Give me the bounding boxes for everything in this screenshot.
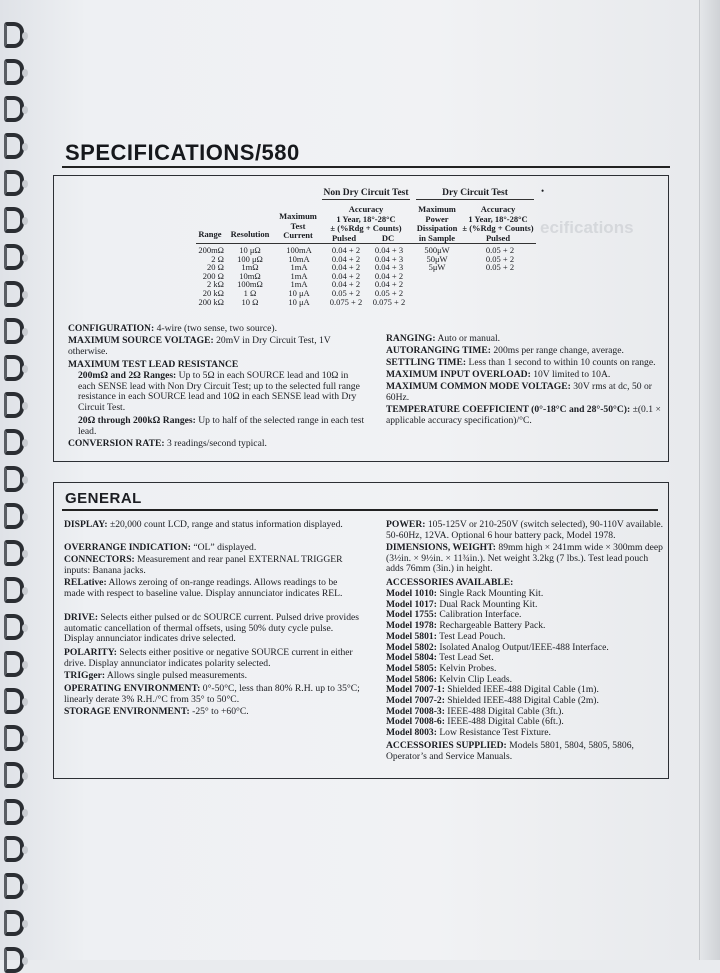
- accessory-model: Model 1755:: [386, 609, 437, 621]
- dry-group-underline: [416, 199, 534, 200]
- drive-spec: DRIVE: Selects either pulsed or dc SOURCE current. Pulsed drive provides automatic cancellation of thermal offsets, using 50% duty cycle pulse. Display annunciator indicates drive selected.: [64, 612, 359, 645]
- lead-resistance-high-ranges: 20Ω through 200kΩ Ranges: Up to half of the selected range in each test lead.: [78, 415, 365, 437]
- cell-dry-accuracy: 0.05 + 2: [485, 245, 515, 255]
- resolution-header: Resolution: [230, 229, 270, 239]
- accuracy-dry-header: Accuracy 1 Year, 18°-28°C ± (%Rdg + Counts) Pulsed: [462, 204, 534, 243]
- cell-dc-accuracy: 0.075 + 2: [372, 296, 406, 307]
- binding-ring: [4, 910, 24, 936]
- non-dry-group-header: Non Dry Circuit Test: [323, 188, 409, 198]
- lead-resistance-low-ranges: 200mΩ and 2Ω Ranges: Up to 5Ω in each SOURCE lead and 10Ω in each SENSE lead with Non Dry Circuit Test; up to the selected full range resistance in each SOURCE lead and 10Ω in each SENSE lead with Dry Circuit Test.: [78, 370, 360, 413]
- cell-max-current: 10 μA: [288, 296, 310, 307]
- overrange-indication-spec: OVERRANGE INDICATION: “OL” displayed.: [64, 542, 257, 553]
- range-header: Range: [198, 229, 222, 239]
- title-rule: [62, 166, 670, 168]
- accessory-model: Model 1017:: [386, 598, 437, 610]
- cell-dc-accuracy: 0.04 + 3: [374, 245, 404, 255]
- cell-pulsed-accuracy: 0.04 + 2: [331, 245, 361, 255]
- cell-pulsed-accuracy: 0.04 + 2: [331, 270, 361, 281]
- show-through-text: ecifications: [540, 218, 634, 237]
- accessory-model: Model 5804:: [386, 652, 437, 664]
- accessory-description: IEEE-488 Digital Cable (6ft.).: [447, 716, 564, 728]
- cell-pulsed-accuracy: 0.04 + 2: [331, 279, 361, 290]
- cell-range: 200 kΩ: [198, 296, 224, 307]
- accessory-description: Calibration Interface.: [439, 609, 522, 621]
- max-lead-resistance-heading: MAXIMUM TEST LEAD RESISTANCE: [68, 359, 239, 370]
- cell-max-current: 1mA: [290, 262, 308, 273]
- cell-max-power: 500μW: [424, 245, 450, 255]
- accuracy-non-dry-header: Accuracy 1 Year, 18°-28°C ± (%Rdg + Counts): [330, 204, 402, 233]
- binding-ring: [4, 725, 24, 751]
- ranging-spec: RANGING: Auto or manual.: [386, 333, 501, 344]
- binding-ring: [4, 133, 24, 159]
- accessory-item: [386, 728, 666, 739]
- accessory-model: Model 8003:: [386, 727, 437, 739]
- cell-range: 20 Ω: [207, 262, 224, 273]
- cell-max-current: 10 μA: [288, 288, 310, 298]
- cell-max-current: 10mA: [288, 253, 310, 264]
- accessory-model: Model 5802:: [386, 641, 437, 653]
- temperature-coefficient-spec: TEMPERATURE COEFFICIENT (0°-18°C and 28°-50°C): ±(0.1 × applicable accuracy specification)/°C.: [386, 404, 661, 426]
- binding-ring: [4, 466, 24, 492]
- dimensions-weight-spec: DIMENSIONS, WEIGHT: 89mm high × 241mm wide × 300mm deep (3½in. × 9½in. × 11¾in.). Net weight 3.2kg (7 lbs.). Test lead pouch adds 76mm (3in.) in height.: [386, 542, 663, 575]
- max-input-overload-spec: MAXIMUM INPUT OVERLOAD: 10V limited to 10A.: [386, 369, 611, 380]
- stray-mark: •: [541, 186, 545, 196]
- cell-resolution: 10 Ω: [241, 296, 259, 307]
- binding-ring: [4, 688, 24, 714]
- cell-range: 200 Ω: [202, 270, 224, 281]
- accessory-description: Shielded IEEE-488 Digital Cable (1m).: [447, 684, 599, 696]
- accessory-model: Model 7008-3:: [386, 705, 445, 717]
- accessory-description: Test Lead Pouch.: [439, 630, 506, 642]
- binding-ring: [4, 651, 24, 677]
- binding-ring: [4, 873, 24, 899]
- non-dry-group-underline: [322, 199, 410, 200]
- accessory-description: Kelvin Clip Leads.: [439, 673, 513, 685]
- cell-dry-accuracy: 0.05 + 2: [485, 253, 515, 264]
- general-rule: [62, 509, 658, 511]
- binding-ring: [4, 392, 24, 418]
- accessory-model: Model 1978:: [386, 620, 437, 632]
- max-source-voltage-spec: MAXIMUM SOURCE VOLTAGE: 20mV in Dry Circuit Test, 1V otherwise.: [68, 335, 331, 357]
- autoranging-time-spec: AUTORANGING TIME: 200ms per range change, average.: [386, 345, 624, 356]
- cell-range: 20 kΩ: [202, 288, 224, 298]
- dc-header: DC: [381, 233, 395, 243]
- binding-ring: [4, 503, 24, 529]
- binding-ring: [4, 96, 24, 122]
- cell-pulsed-accuracy: 0.05 + 2: [331, 288, 361, 298]
- binding-ring: [4, 318, 24, 344]
- cell-max-current: 1mA: [290, 279, 308, 290]
- cell-range: 2 kΩ: [207, 279, 224, 290]
- page-edge-shadow: [699, 0, 720, 960]
- binding-ring: [4, 836, 24, 862]
- cell-max-power: 5μW: [428, 262, 446, 273]
- binding-ring: [4, 59, 24, 85]
- accessory-description: Isolated Analog Output/IEEE-488 Interface.: [439, 641, 609, 653]
- relative-spec: RELative: Allows zeroing of on-range readings. Allows readings to be made with respect to baseline value. Display annunciator indicates REL.: [64, 577, 343, 599]
- cell-resolution: 10 μΩ: [239, 245, 261, 255]
- cell-pulsed-accuracy: 0.04 + 2: [331, 262, 361, 273]
- binding-ring: [4, 799, 24, 825]
- binding-ring: [4, 614, 24, 640]
- configuration-spec: CONFIGURATION: 4-wire (two sense, two source).: [68, 323, 277, 334]
- accessory-description: Test Lead Set.: [439, 652, 494, 664]
- dry-group-header: Dry Circuit Test: [442, 188, 508, 198]
- accessory-model: Model 5801:: [386, 630, 437, 642]
- trigger-spec: TRIGger: Allows single pulsed measurements.: [64, 670, 248, 681]
- polarity-spec: POLARITY: Selects either positive or negative SOURCE current in either drive. Display annunciator indicates polarity selected.: [64, 647, 353, 669]
- header-underline: [196, 243, 536, 244]
- accessory-model: Model 5805:: [386, 662, 437, 674]
- power-spec: POWER: 105-125V or 210-250V (switch selected), 90-110V available. 50-60Hz, 12VA. Optional 6 hour battery pack, Model 1978.: [386, 519, 664, 541]
- page-title: SPECIFICATIONS/580: [65, 140, 300, 165]
- cell-range: 2 Ω: [211, 253, 224, 264]
- cell-dry-accuracy: 0.05 + 2: [485, 262, 515, 273]
- cell-resolution: 1 Ω: [243, 288, 257, 298]
- accessory-description: Low Resistance Test Fixture.: [439, 727, 551, 739]
- display-spec: DISPLAY: ±20,000 count LCD, range and status information displayed.: [64, 519, 343, 530]
- binding-ring: [4, 355, 24, 381]
- conversion-rate-spec: CONVERSION RATE: 3 readings/second typical.: [68, 438, 267, 449]
- cell-resolution: 100mΩ: [237, 279, 263, 290]
- max-power-header: Maximum Power Dissipation in Sample: [416, 204, 458, 243]
- connectors-spec: CONNECTORS: Measurement and rear panel EXTERNAL TRIGGER inputs: Banana jacks.: [64, 554, 343, 576]
- cell-resolution: 100 μΩ: [237, 253, 263, 264]
- settling-time-spec: SETTLING TIME: Less than 1 second to within 10 counts on range.: [386, 357, 656, 368]
- storage-environment-spec: STORAGE ENVIRONMENT: -25° to +60°C.: [64, 706, 249, 717]
- accessory-model: Model 7008-6:: [386, 716, 445, 728]
- binding-ring: [4, 762, 24, 788]
- binding-ring: [4, 947, 24, 973]
- accessory-description: Shielded IEEE-488 Digital Cable (2m).: [447, 695, 599, 707]
- cell-dc-accuracy: 0.04 + 2: [374, 270, 404, 281]
- cell-max-power: 50μW: [426, 253, 448, 264]
- binding-ring: [4, 281, 24, 307]
- cell-pulsed-accuracy: 0.075 + 2: [329, 296, 363, 307]
- pulsed-header: Pulsed: [331, 233, 357, 243]
- max-common-mode-voltage-spec: MAXIMUM COMMON MODE VOLTAGE: 30V rms at dc, 50 or 60Hz.: [386, 381, 652, 403]
- spiral-binding: [0, 0, 30, 960]
- binding-ring: [4, 22, 24, 48]
- cell-dc-accuracy: 0.04 + 3: [374, 253, 404, 264]
- accessory-model: Model 7007-1:: [386, 684, 445, 696]
- binding-ring: [4, 207, 24, 233]
- accessories-available-heading: ACCESSORIES AVAILABLE:: [386, 577, 514, 588]
- accessories-list: [386, 589, 666, 739]
- accessory-model: Model 7007-2:: [386, 695, 445, 707]
- binding-ring: [4, 170, 24, 196]
- binding-ring: [4, 577, 24, 603]
- cell-max-current: 100mA: [286, 245, 312, 255]
- cell-dc-accuracy: 0.04 + 3: [374, 262, 404, 273]
- accessory-description: Kelvin Probes.: [439, 662, 497, 674]
- accessory-description: IEEE-488 Digital Cable (3ft.).: [447, 705, 564, 717]
- operating-environment-spec: OPERATING ENVIRONMENT: 0°-50°C, less than 80% R.H. up to 35°C; linearly derate 3% R.H./°C from 35° to 50°C.: [64, 683, 360, 705]
- binding-ring: [4, 429, 24, 455]
- accessory-description: Rechargeable Battery Pack.: [439, 620, 546, 632]
- cell-resolution: 1mΩ: [241, 262, 259, 273]
- cell-range: 200mΩ: [198, 245, 224, 255]
- binding-ring: [4, 244, 24, 270]
- max-test-current-header: Maximum Test Current: [279, 211, 317, 240]
- cell-pulsed-accuracy: 0.04 + 2: [331, 253, 361, 264]
- general-section-title: GENERAL: [65, 490, 142, 507]
- accessory-model: Model 1010:: [386, 588, 437, 599]
- cell-resolution: 10mΩ: [239, 270, 261, 281]
- cell-dc-accuracy: 0.04 + 2: [374, 279, 404, 290]
- binding-ring: [4, 540, 24, 566]
- cell-dc-accuracy: 0.05 + 2: [374, 288, 404, 298]
- cell-max-current: 1mA: [290, 270, 308, 281]
- accessory-description: Single Rack Mounting Kit.: [439, 588, 544, 599]
- accessory-description: Dual Rack Mounting Kit.: [439, 598, 538, 610]
- accessory-model: Model 5806:: [386, 673, 437, 685]
- accessories-supplied-spec: ACCESSORIES SUPPLIED: Models 5801, 5804, 5805, 5806, Operator’s and Service Manuals.: [386, 740, 634, 762]
